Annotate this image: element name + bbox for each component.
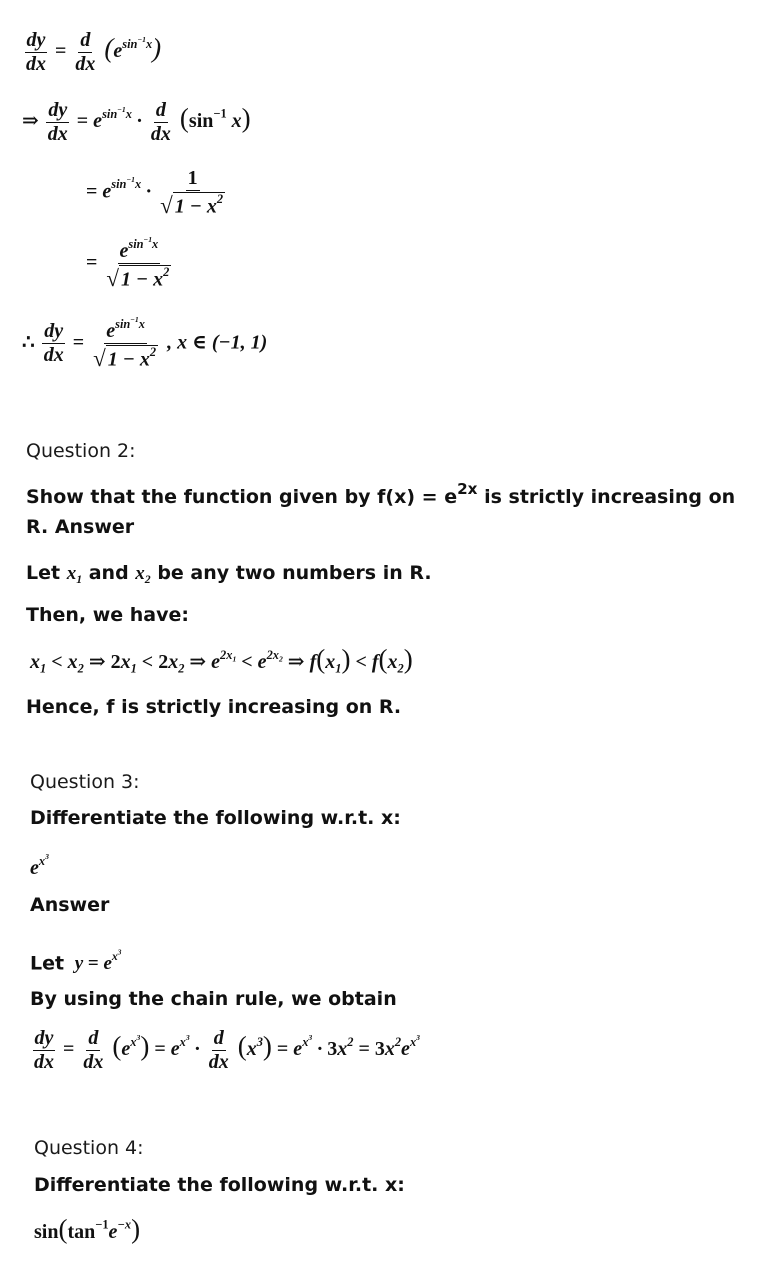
q4-heading: Question 4: (34, 1137, 144, 1159)
q4-instruction: Differentiate the following w.r.t. x: (34, 1174, 405, 1196)
q3-answer-label: Answer (30, 894, 110, 916)
q1-line-5: ∴ $\frac{dy}{dx}$ = $e^{sin^{-1}x}$ √ $1 - x^2$ , x ∈ (−1, 1) (22, 315, 268, 372)
q3-expression: $e^{x^3}$ (30, 852, 49, 880)
q2-statement: Show that the function given by $f(x) = e^{2x}$ is strictly increasing on (26, 480, 736, 509)
d-dx-operator: $\frac{d}{dx}$ (75, 29, 96, 75)
q3-heading: Question 3: (30, 771, 140, 793)
q4-expression: $\sin(\tan^{-1}e^{-x})$ (34, 1214, 141, 1244)
q1-line-2: ⇒ $\frac{dy}{dx}$ = $e^{sin^{-1}x}$ · $\frac{d}{dx}$ ($\sin^{-1}$ x) (22, 99, 251, 145)
q3-chain-rule: By using the chain rule, we obtain (30, 988, 397, 1010)
q2-inequality-chain: $x_1 < x_2$ ⇒ $2x_1 < 2x_2$ ⇒ $e^{2x_1} < e^{2x_2}$ ⇒ $f(x_1) < f(x_2)$ (30, 644, 413, 676)
dy-dx-fraction: $\frac{dy}{dx}$ (26, 29, 46, 75)
q2-heading: Question 2: (26, 440, 136, 462)
q3-let-line: Let $y = e^{x^3}$ (30, 948, 122, 975)
q3-instruction: Differentiate the following w.r.t. x: (30, 807, 401, 829)
q2-let-line: Let $x_1$ and $x_2$ be any two numbers in R. (26, 562, 432, 587)
q1-line-4: = $e^{sin^{-1}x}$ √ $1 - x^2$ (86, 235, 170, 292)
domain-condition: , x ∈ (−1, 1) (167, 331, 268, 354)
q2-statement-line2: R. Answer (26, 516, 135, 538)
q3-derivation: $\frac{dy}{dx}$ = $\frac{d}{dx}$ $(e^{x^3}) = e^{x^3}$ · $\frac{d}{dx}$ $(x^3) = e^{x^3} \cdot 3x^2 = 3x^2e^{x^3}$ (34, 1027, 420, 1073)
q2-conclusion: Hence, f is strictly increasing on R. (26, 696, 402, 718)
q2-then: Then, we have: (26, 604, 190, 626)
q1-line-3: = $e^{sin^{-1}x}$ · 1 √ $1 - x^2$ (86, 167, 224, 219)
q1-line-1: $\frac{dy}{dx}$ = $\frac{d}{dx}$ $(e^{sin^{-1}x})$ (26, 29, 162, 75)
